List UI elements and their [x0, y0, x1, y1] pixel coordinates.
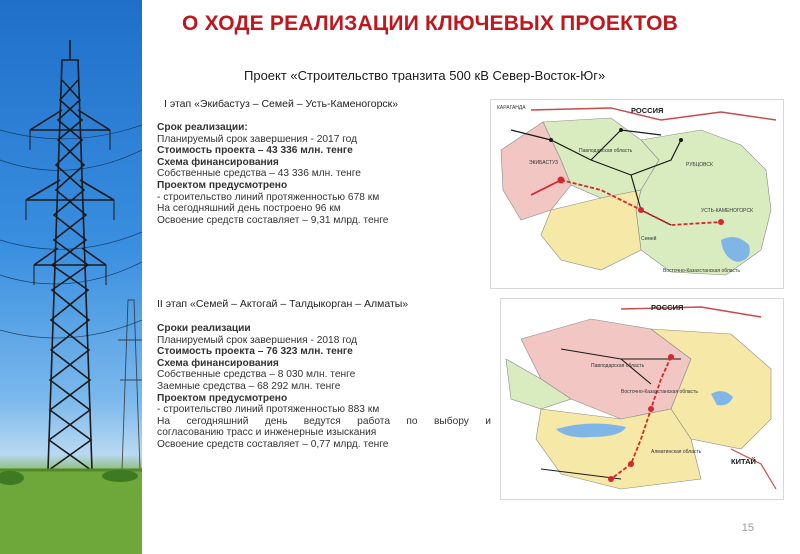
stage1-map-graphic [491, 100, 783, 288]
stage1-line: Стоимость проекта – 43 336 млн. тенге [157, 145, 353, 157]
stage1-map [490, 99, 784, 289]
map1-eastkz-label: Восточно-Казахстанская область [663, 268, 740, 274]
stage1-line: Освоение средств составляет – 9,31 млрд. тенге [157, 214, 389, 226]
stage2-line: Освоение средств составляет – 0,77 млрд. тенге [157, 438, 389, 450]
stage1-details [157, 122, 477, 226]
stage2-line: Собственные средства – 8 030 млн. тенге [157, 369, 356, 381]
stage2-line: Проектом предусмотрено [157, 392, 288, 404]
stage1-line: Планируемый срок завершения - 2017 год [157, 133, 358, 145]
map1-russia-label: РОССИЯ [631, 106, 664, 115]
slide-title: О ХОДЕ РЕАЛИЗАЦИИ КЛЮЧЕВЫХ ПРОЕКТОВ [182, 12, 679, 35]
stage2-line: Стоимость проекта – 76 323 млн. тенге [157, 346, 353, 358]
stage1-line: Срок реализации: [157, 122, 248, 133]
transmission-tower-illustration [0, 0, 142, 554]
map1-ekibastuz-label: ЭКИБАСТУЗ [529, 160, 559, 166]
stage1-line: Собственные средства – 43 336 млн. тенге [157, 168, 361, 180]
stage2-line: Схема финансирования [157, 357, 279, 369]
stage2-heading: II этап «Семей – Актогай – Талдыкорган – Алматы» [157, 298, 409, 310]
map1-pavlodar-label: Павлодарская область [579, 148, 633, 154]
stage2-line: Заемные средства – 68 292 млн. тенге [157, 380, 341, 392]
stage2-line: - строительство линий протяженностью 883 км [157, 404, 380, 416]
stage2-map [500, 298, 784, 500]
map2-almaty-label: Алматинская область [651, 449, 702, 455]
stage1-line: - строительство линий протяженностью 678 км [157, 191, 380, 203]
stage1-line: Схема финансирования [157, 156, 279, 168]
map1-ust-label: УСТЬ-КАМЕНОГОРСК [701, 208, 753, 214]
transmission-tower-photo [0, 0, 142, 554]
map2-russia-label: РОССИЯ [651, 303, 684, 312]
map1-rubtsovsk-label: РУБЦОВСК [686, 162, 713, 168]
map2-china-label: КИТАЙ [731, 457, 756, 466]
project-subtitle: Проект «Строительство транзита 500 кВ Север-Восток-Юг» [244, 68, 606, 83]
stage2-details [157, 323, 491, 451]
stage2-line: На сегодняшний день ведутся работа по выбору и [157, 415, 491, 427]
stage1-line: На сегодняшний день построено 96 км [157, 203, 341, 215]
stage2-line: согласованию трасс и инженерные изыскания [157, 427, 377, 439]
stage2-line: Планируемый срок завершения - 2018 год [157, 334, 358, 346]
stage2-line: Сроки реализации [157, 323, 251, 334]
map2-eastkz-label: Восточно-Казахстанская область [621, 389, 698, 395]
map2-pavlodar-label: Павлодарская область [591, 363, 645, 369]
stage1-line: Проектом предусмотрено [157, 179, 288, 191]
stage2-map-graphic [501, 299, 783, 499]
map1-semey-label: Семей [641, 236, 657, 242]
stage1-heading: I этап «Экибастуз – Семей – Усть-Каменогорск» [164, 98, 399, 110]
map1-karaganda-label: КАРАГАНДА [497, 105, 526, 111]
page-number: 15 [741, 522, 754, 534]
